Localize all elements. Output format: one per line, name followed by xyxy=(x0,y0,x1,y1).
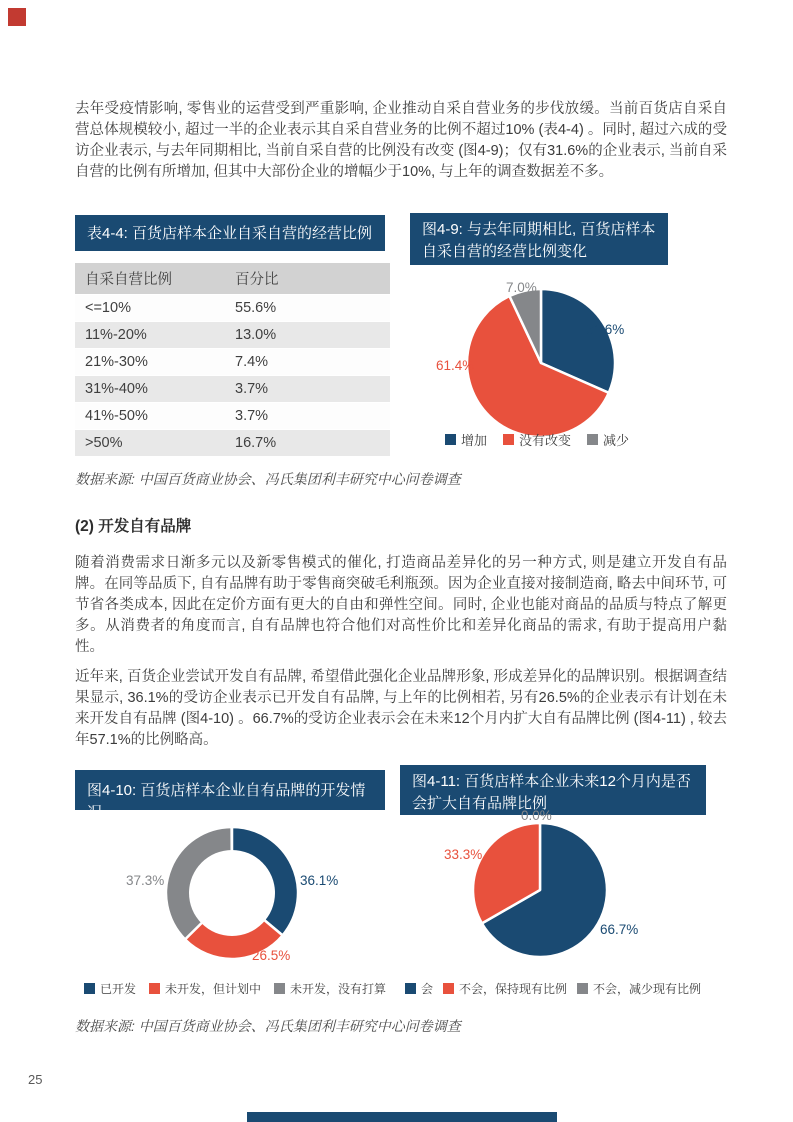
legend-label: 已开发 xyxy=(100,982,137,996)
donut-hole xyxy=(189,850,275,936)
legend-item xyxy=(503,430,571,449)
table-cell: 3.7% xyxy=(225,403,390,429)
table-cell: 41%-50% xyxy=(75,403,225,429)
legend-label: 不会，保持现有比例 xyxy=(459,982,568,996)
pie-label-no-reduce: 0.0% xyxy=(521,808,552,823)
figure-4-11-legend xyxy=(405,980,711,997)
legend-label: 增加 xyxy=(460,433,487,448)
pie-label-nochange: 61.4% xyxy=(436,358,475,373)
table-row xyxy=(75,430,390,456)
legend-label: 减少 xyxy=(603,433,630,448)
footer-bar xyxy=(247,1112,557,1122)
page-number: 25 xyxy=(28,1072,43,1087)
donut-label-developed: 36.1% xyxy=(300,873,339,888)
data-source-note: 数据来源: 中国百货商业协会、冯氏集团利丰研究中心问卷调查 xyxy=(75,471,461,487)
legend-item xyxy=(405,980,433,997)
table-cell: 16.7% xyxy=(225,430,390,456)
figure-4-10-donut-chart xyxy=(163,824,301,962)
donut-label-planned: 26.5% xyxy=(252,948,291,963)
table-4-4 xyxy=(75,262,390,457)
table-row xyxy=(75,295,390,321)
legend-swatch xyxy=(587,434,598,445)
table-header-cell: 百分比 xyxy=(225,263,390,294)
legend-item xyxy=(445,430,487,449)
legend-item xyxy=(443,980,567,997)
intro-paragraph: 去年受疫情影响, 零售业的运营受到严重影响, 企业推动自采自营业务的步伐放缓。当前百货店自采自营总体规模较小, 超过一半的企业表示其自采自营业务的比例不超过10% (表4-4) 。同时, 超过六成的受访企业表示, 与去年同期相比, 当前自采自营的比例没有改变 (图4-9)；仅有31.6%的企业表示, 当前自采自营的比例有所增加, 但其中大部份企业的增幅少于10%, 与上年的调查数据差不多。 xyxy=(75,100,727,180)
pie-label-no-keep: 33.3% xyxy=(444,847,483,862)
table-header-row xyxy=(75,263,390,294)
section-heading: (2) 开发自有品牌 xyxy=(75,517,192,535)
table-cell: 21%-30% xyxy=(75,349,225,375)
red-square-logo xyxy=(8,8,26,26)
legend-swatch xyxy=(84,983,95,994)
figure-4-9-pie-chart xyxy=(464,286,618,440)
table-row xyxy=(75,349,390,375)
table-cell: <=10% xyxy=(75,295,225,321)
legend-swatch xyxy=(274,983,285,994)
figure-4-11-pie-chart xyxy=(470,820,610,960)
legend-swatch xyxy=(577,983,588,994)
legend-swatch xyxy=(405,983,416,994)
legend-item xyxy=(149,980,261,997)
legend-swatch xyxy=(443,983,454,994)
pie-label-decrease: 7.0% xyxy=(506,280,537,295)
legend-label: 没有改变 xyxy=(518,433,571,448)
pie-label-yes: 66.7% xyxy=(600,922,639,937)
table-cell: 11%-20% xyxy=(75,322,225,348)
table-cell: 13.0% xyxy=(225,322,390,348)
legend-item xyxy=(84,980,136,997)
figure-4-9-legend xyxy=(410,430,680,449)
body-paragraph: 近年来, 百货企业尝试开发自有品牌, 希望借此强化企业品牌形象, 形成差异化的品牌识别。根据调查结果显示, 36.1%的受访企业表示已开发自有品牌, 与上年的比例相若, 另有26.5%的企业表示有计划在未来开发自有品牌 (图4-10) 。66.7%的受访企业表示会在未来12个月内扩大自有品牌比例 (图4-11) , 较去年57.1%的比例略高。 xyxy=(75,668,727,748)
table-cell: 3.7% xyxy=(225,376,390,402)
body-paragraph: 随着消费需求日渐多元以及新零售模式的催化, 打造商品差异化的另一种方式, 则是建立开发自有品牌。在同等品质下, 自有品牌有助于零售商突破毛利瓶颈。因为企业直接对接制造商, 略去中间环节, 可节省各类成本, 因此在定价方面有更大的自由和弹性空间。同时, 企业也能对商品的品质与特点了解更多。从消费者的角度而言, 自有品牌也符合他们对高性价比和差异化商品的需求, 有助于提高用户黏性。 xyxy=(75,554,727,655)
legend-swatch xyxy=(149,983,160,994)
legend-swatch xyxy=(503,434,514,445)
legend-label: 会 xyxy=(421,982,434,996)
table-row xyxy=(75,376,390,402)
table-row xyxy=(75,322,390,348)
table-cell: 31%-40% xyxy=(75,376,225,402)
figure-4-11-title: 图4-11: 百货店样本企业未来12个月内是否会扩大自有品牌比例 xyxy=(400,765,706,815)
pie-label-increase: 31.6% xyxy=(586,322,625,337)
figure-4-10-title: 图4-10: 百货店样本企业自有品牌的开发情况 xyxy=(75,770,385,810)
table-header-cell: 自采自营比例 xyxy=(75,263,225,294)
figure-4-10-legend xyxy=(84,980,399,997)
table-cell: 55.6% xyxy=(225,295,390,321)
legend-item xyxy=(274,980,386,997)
table-cell: >50% xyxy=(75,430,225,456)
legend-label: 不会，减少现有比例 xyxy=(593,982,702,996)
table-4-4-title: 表4-4: 百货店样本企业自采自营的经营比例 xyxy=(75,215,385,251)
legend-swatch xyxy=(445,434,456,445)
table-row xyxy=(75,403,390,429)
legend-label: 未开发，但计划中 xyxy=(165,982,262,996)
figure-4-9-title: 图4-9: 与去年同期相比, 百货店样本自采自营的经营比例变化 xyxy=(410,213,668,265)
data-source-note: 数据来源: 中国百货商业协会、冯氏集团利丰研究中心问卷调查 xyxy=(75,1018,461,1034)
legend-label: 未开发，没有打算 xyxy=(290,982,387,996)
donut-label-notplanned: 37.3% xyxy=(126,873,165,888)
legend-item xyxy=(587,430,629,449)
table-cell: 7.4% xyxy=(225,349,390,375)
legend-item xyxy=(577,980,701,997)
